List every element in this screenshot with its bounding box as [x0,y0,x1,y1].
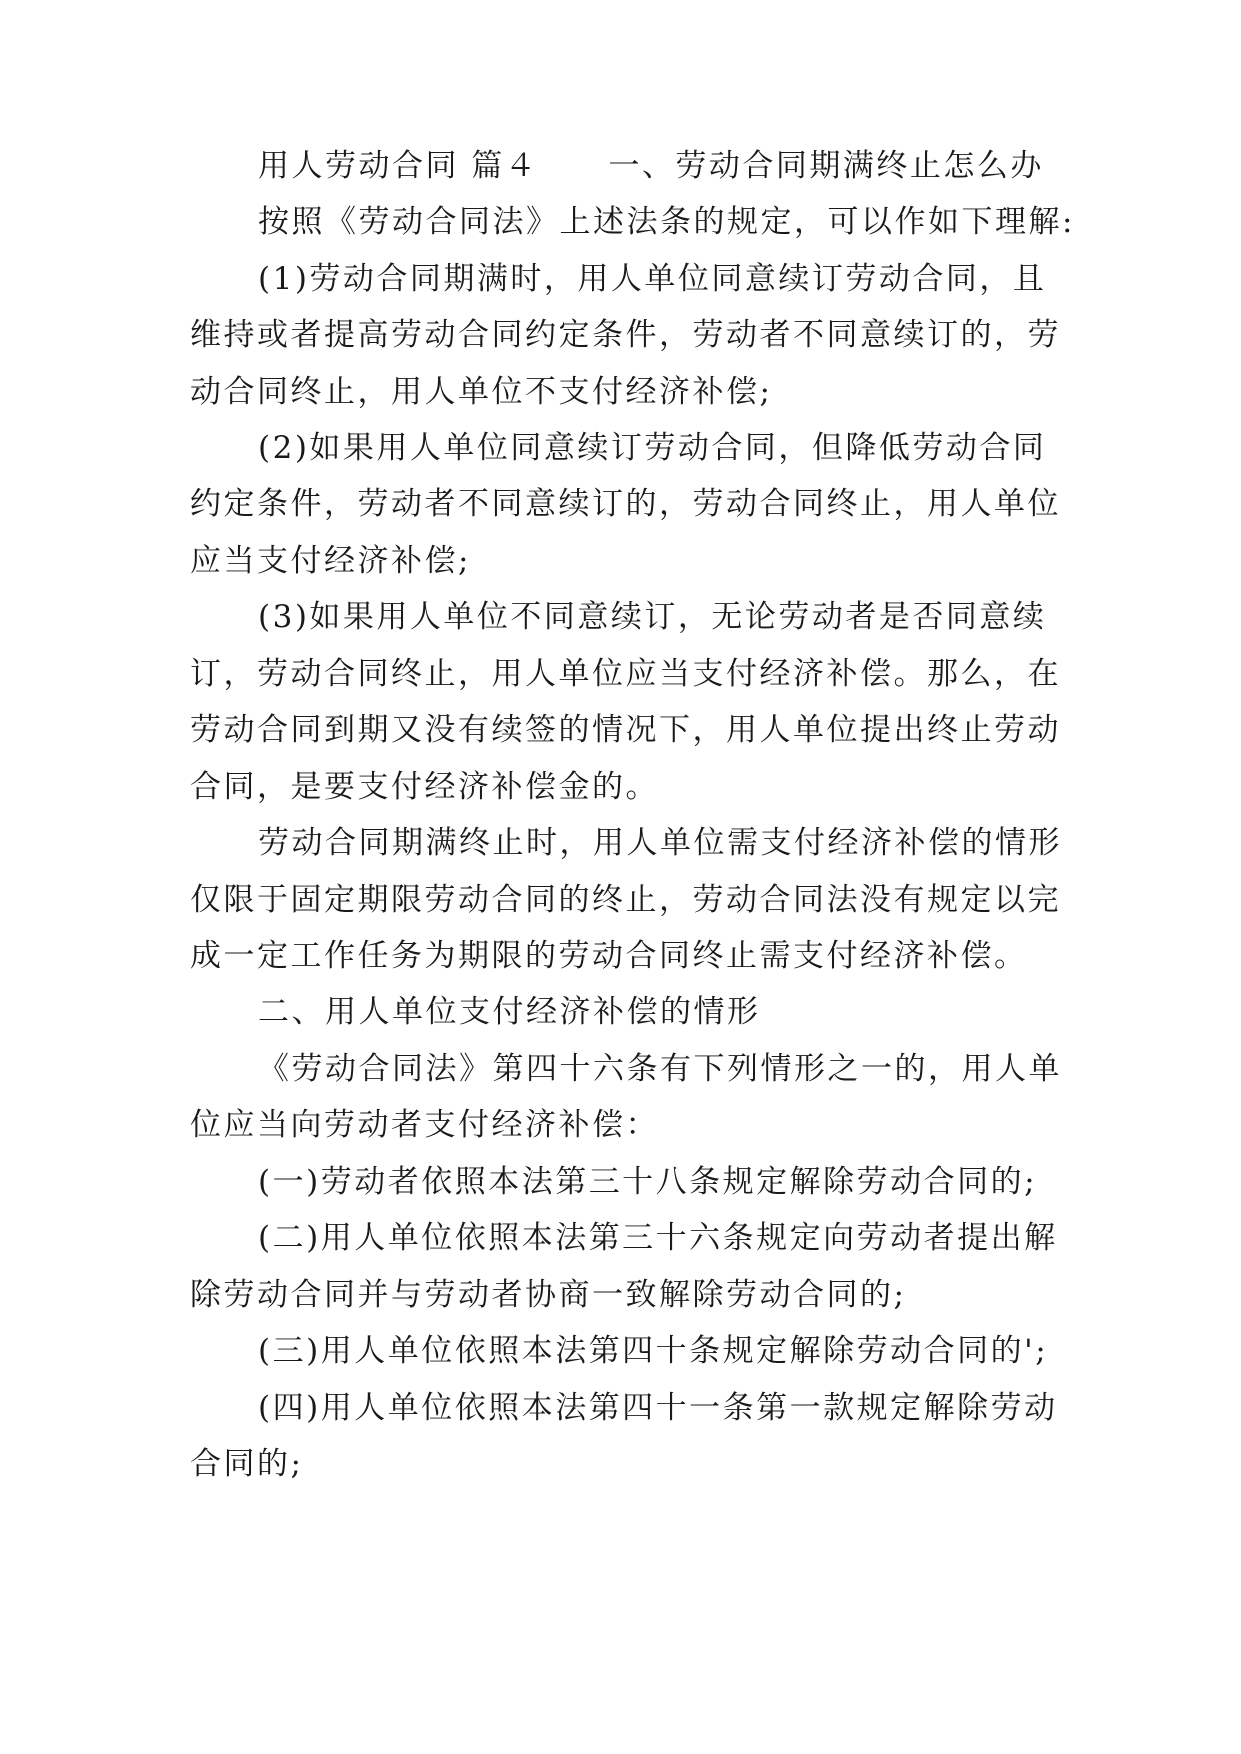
paragraph-line: 劳动合同期满终止时，用人单位需支付经济补偿的情形 [258,825,1062,861]
article-title: 用人劳动合同 篇４ [258,148,539,184]
section-heading-2: 二、用人单位支付经济补偿的情形 [258,994,761,1030]
paragraph-line: 应当支付经济补偿; [190,543,471,579]
paragraph-line: 成一定工作任务为期限的劳动合同终止需支付经济补偿。 [190,938,1028,974]
paragraph-line: 订，劳动合同终止，用人单位应当支付经济补偿。那么，在 [190,656,1061,692]
paragraph-line: 位应当向劳动者支付经济补偿： [190,1107,659,1143]
paragraph-line: 维持或者提高劳动合同约定条件，劳动者不同意续订的，劳 [190,317,1061,353]
list-item-continuation: 除劳动合同并与劳动者协商一致解除劳动合同的; [190,1277,907,1313]
list-item: (四)用人单位依照本法第四十一条第一款规定解除劳动 [258,1390,1058,1426]
paragraph-line: (3)如果用人单位不同意续订，无论劳动者是否同意续 [258,599,1047,635]
paragraph-line: (1)劳动合同期满时，用人单位同意续订劳动合同，且 [258,261,1047,297]
paragraph-line: (2)如果用人单位同意续订劳动合同，但降低劳动合同 [258,430,1047,466]
paragraph-line: 按照《劳动合同法》上述法条的规定，可以作如下理解: [258,204,1075,240]
list-item: (三)用人单位依照本法第四十条规定解除劳动合同的'; [258,1333,1049,1369]
list-item: (二)用人单位依照本法第三十六条规定向劳动者提出解 [258,1220,1058,1256]
heading-line [258,146,1118,186]
paragraph-line: 合同，是要支付经济补偿金的。 [190,769,659,805]
section-heading-1: 一、劳动合同期满终止怎么办 [608,148,1044,184]
list-item-continuation: 合同的; [190,1446,304,1482]
paragraph-line: 约定条件，劳动者不同意续订的，劳动合同终止，用人单位 [190,486,1061,522]
paragraph-line: 动合同终止，用人单位不支付经济补偿; [190,374,773,410]
list-item: (一)劳动者依照本法第三十八条规定解除劳动合同的; [258,1164,1038,1200]
paragraph-line: 《劳动合同法》第四十六条有下列情形之一的，用人单 [258,1051,1062,1087]
paragraph-line: 劳动合同到期又没有续签的情况下，用人单位提出终止劳动 [190,712,1061,748]
paragraph-line: 仅限于固定期限劳动合同的终止，劳动合同法没有规定以完 [190,882,1061,918]
